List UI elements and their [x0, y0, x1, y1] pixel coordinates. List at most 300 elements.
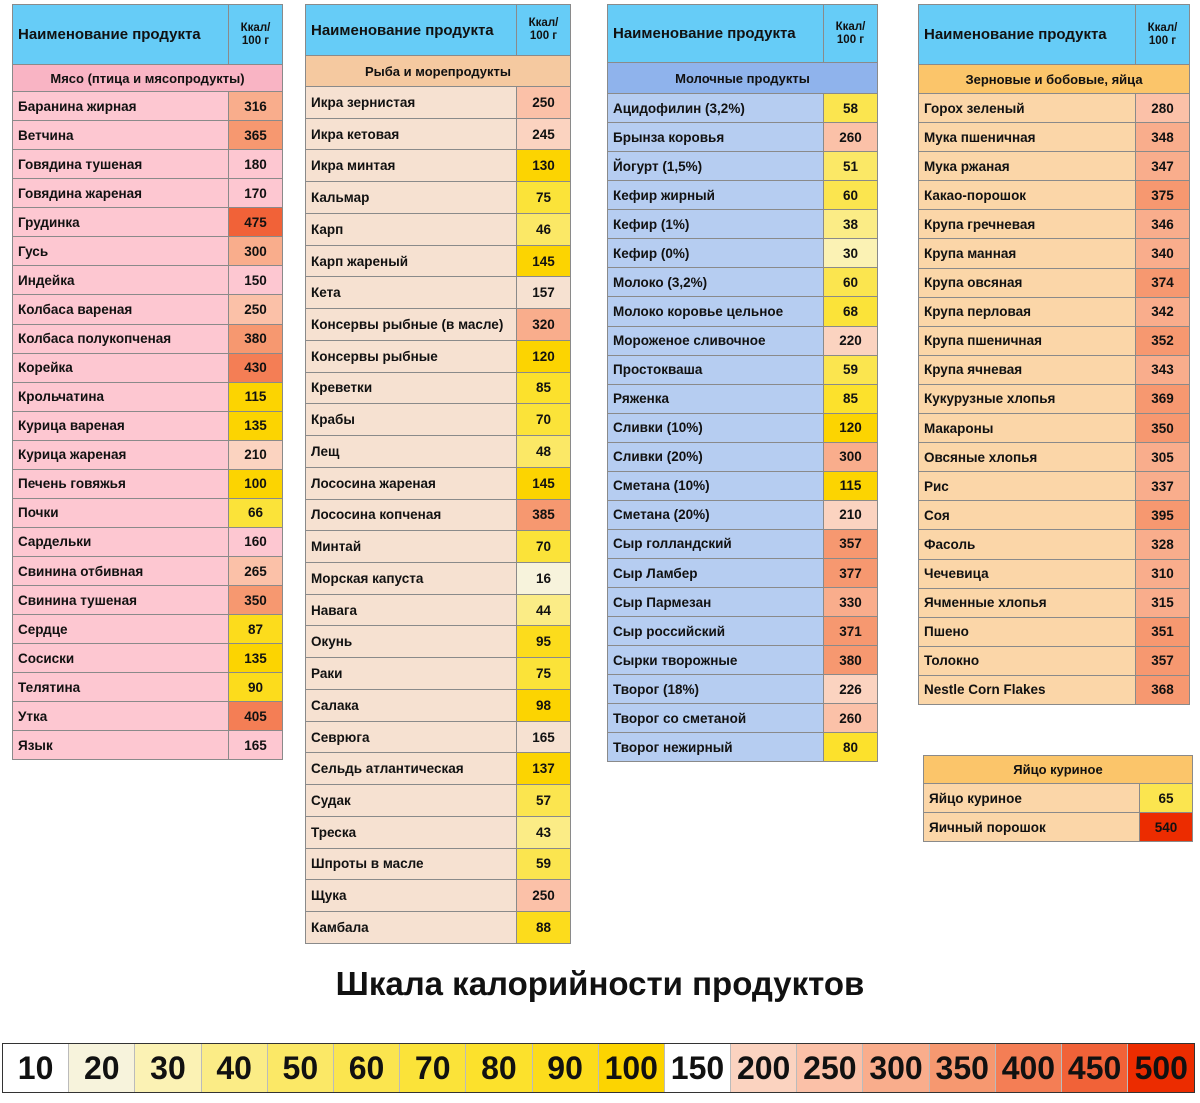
scale-cell: 90	[533, 1044, 599, 1092]
kcal-value: 70	[517, 531, 571, 563]
kcal-value: 357	[1136, 646, 1190, 675]
product-name: Камбала	[306, 912, 517, 944]
table-row	[13, 586, 283, 615]
product-name: Шпроты в масле	[306, 848, 517, 880]
table-row	[608, 326, 878, 355]
product-name: Печень говяжья	[13, 469, 229, 498]
table-row	[306, 531, 571, 563]
product-table	[305, 4, 571, 944]
product-name: Сердце	[13, 615, 229, 644]
kcal-value: 59	[824, 355, 878, 384]
product-name: Творог (18%)	[608, 675, 824, 704]
product-table	[923, 755, 1193, 842]
kcal-value: 157	[517, 277, 571, 309]
table-row	[13, 440, 283, 469]
kcal-value: 145	[517, 245, 571, 277]
category-title: Зерновые и бобовые, яйца	[919, 65, 1190, 94]
table-row	[306, 309, 571, 341]
product-name: Курица жареная	[13, 440, 229, 469]
kcal-value: 350	[1136, 414, 1190, 443]
table-header	[13, 5, 283, 65]
product-name: Свинина отбивная	[13, 557, 229, 586]
product-name: Крупа гречневая	[919, 210, 1136, 239]
product-name: Утка	[13, 702, 229, 731]
table-row	[306, 658, 571, 690]
table-row	[306, 880, 571, 912]
kcal-value: 150	[229, 266, 283, 295]
kcal-value: 328	[1136, 530, 1190, 559]
kcal-value: 95	[517, 626, 571, 658]
product-name: Судак	[306, 785, 517, 817]
product-table	[607, 4, 878, 762]
table-row	[608, 181, 878, 210]
scale-cell: 350	[930, 1044, 996, 1092]
kcal-value: 265	[229, 557, 283, 586]
scale-cell: 10	[3, 1044, 69, 1092]
product-name: Сливки (10%)	[608, 413, 824, 442]
table-row	[13, 731, 283, 760]
kcal-value: 368	[1136, 675, 1190, 704]
kcal-value: 380	[824, 646, 878, 675]
product-name: Сыр российский	[608, 617, 824, 646]
table-row	[13, 179, 283, 208]
table-row	[919, 123, 1190, 152]
table-row	[306, 467, 571, 499]
scale-cell: 30	[135, 1044, 201, 1092]
kcal-value: 75	[517, 182, 571, 214]
table-row	[306, 499, 571, 531]
kcal-value: 357	[824, 529, 878, 558]
kcal-value: 135	[229, 644, 283, 673]
product-name: Овсяные хлопья	[919, 443, 1136, 472]
table-row	[919, 326, 1190, 355]
kcal-value: 540	[1140, 813, 1193, 842]
table-row	[608, 529, 878, 558]
product-name: Салака	[306, 689, 517, 721]
table-row	[608, 297, 878, 326]
table-row	[919, 94, 1190, 123]
table-row	[919, 617, 1190, 646]
kcal-value: 316	[229, 92, 283, 121]
kcal-value: 51	[824, 152, 878, 181]
product-name: Свинина тушеная	[13, 586, 229, 615]
table-row	[13, 615, 283, 644]
product-name: Говядина тушеная	[13, 150, 229, 179]
table-row	[13, 150, 283, 179]
product-name: Кефир (1%)	[608, 210, 824, 239]
table-row	[306, 689, 571, 721]
product-name: Кукурузные хлопья	[919, 384, 1136, 413]
kcal-value: 340	[1136, 239, 1190, 268]
table-row	[608, 384, 878, 413]
kcal-value: 90	[229, 673, 283, 702]
product-name: Говядина жареная	[13, 179, 229, 208]
header-name-label: Наименование продукта	[13, 5, 229, 65]
header-name-label: Наименование продукта	[306, 5, 517, 56]
table-row	[608, 210, 878, 239]
product-name: Сыр Ламбер	[608, 559, 824, 588]
product-name: Лещ	[306, 436, 517, 468]
table-row	[306, 150, 571, 182]
table-row	[306, 372, 571, 404]
product-name: Кефир (0%)	[608, 239, 824, 268]
kcal-value: 348	[1136, 123, 1190, 152]
table-row	[608, 617, 878, 646]
kcal-value: 100	[229, 469, 283, 498]
product-name: Минтай	[306, 531, 517, 563]
product-name: Креветки	[306, 372, 517, 404]
kcal-value: 315	[1136, 588, 1190, 617]
product-name: Сельдь атлантическая	[306, 753, 517, 785]
product-name: Карп	[306, 213, 517, 245]
table-row	[919, 646, 1190, 675]
product-name: Окунь	[306, 626, 517, 658]
product-name: Колбаса вареная	[13, 295, 229, 324]
kcal-value: 180	[229, 150, 283, 179]
product-name: Пшено	[919, 617, 1136, 646]
header-kcal-label: Ккал/ 100 г	[824, 5, 878, 63]
kcal-value: 48	[517, 436, 571, 468]
kcal-value: 377	[824, 559, 878, 588]
product-name: Макароны	[919, 414, 1136, 443]
product-name: Молоко (3,2%)	[608, 268, 824, 297]
table-row	[608, 471, 878, 500]
scale-cell: 80	[466, 1044, 532, 1092]
product-name: Сыр голландский	[608, 529, 824, 558]
kcal-value: 343	[1136, 355, 1190, 384]
scale-cell: 300	[863, 1044, 929, 1092]
table-row	[306, 626, 571, 658]
kcal-value: 475	[229, 208, 283, 237]
table-row	[919, 210, 1190, 239]
kcal-value: 210	[824, 500, 878, 529]
scale-cell: 250	[797, 1044, 863, 1092]
header-name-label: Наименование продукта	[608, 5, 824, 63]
product-name: Крупа пшеничная	[919, 326, 1136, 355]
product-name: Яйцо куриное	[924, 784, 1140, 813]
table-row	[13, 557, 283, 586]
table-row	[13, 208, 283, 237]
product-name: Сардельки	[13, 527, 229, 556]
kcal-value: 374	[1136, 268, 1190, 297]
table-header	[608, 5, 878, 63]
product-name: Курица вареная	[13, 411, 229, 440]
product-name: Консервы рыбные (в масле)	[306, 309, 517, 341]
table-row	[924, 813, 1193, 842]
table-row	[306, 563, 571, 595]
kcal-value: 337	[1136, 472, 1190, 501]
table-row	[919, 181, 1190, 210]
product-name: Икра зернистая	[306, 87, 517, 119]
table-row	[608, 704, 878, 733]
product-name: Мороженое сливочное	[608, 326, 824, 355]
table-row	[306, 87, 571, 119]
table-row	[608, 152, 878, 181]
product-name: Баранина жирная	[13, 92, 229, 121]
kcal-value: 16	[517, 563, 571, 595]
product-name: Горох зеленый	[919, 94, 1136, 123]
product-name: Телятина	[13, 673, 229, 702]
category-title: Мясо (птица и мясопродукты)	[13, 65, 283, 92]
scale-cell: 100	[599, 1044, 665, 1092]
scale-cell: 500	[1128, 1044, 1194, 1092]
product-name: Почки	[13, 498, 229, 527]
table-row	[608, 588, 878, 617]
product-name: Сосиски	[13, 644, 229, 673]
kcal-value: 369	[1136, 384, 1190, 413]
product-name: Простокваша	[608, 355, 824, 384]
kcal-value: 250	[517, 87, 571, 119]
table-row	[13, 266, 283, 295]
table-row	[919, 355, 1190, 384]
table-row	[13, 527, 283, 556]
product-name: Ячменные хлопья	[919, 588, 1136, 617]
product-name: Икра кетовая	[306, 118, 517, 150]
table-row	[919, 559, 1190, 588]
product-name: Сметана (10%)	[608, 471, 824, 500]
table-row	[608, 442, 878, 471]
table-row	[13, 295, 283, 324]
kcal-value: 38	[824, 210, 878, 239]
category-title: Яйцо куриное	[924, 756, 1193, 784]
product-name: Nestle Corn Flakes	[919, 675, 1136, 704]
kcal-value: 85	[517, 372, 571, 404]
kcal-value: 44	[517, 594, 571, 626]
product-name: Консервы рыбные	[306, 340, 517, 372]
table-row	[306, 245, 571, 277]
table-row	[608, 355, 878, 384]
kcal-value: 85	[824, 384, 878, 413]
kcal-value: 280	[1136, 94, 1190, 123]
table-row	[919, 443, 1190, 472]
kcal-value: 260	[824, 704, 878, 733]
table-row	[919, 268, 1190, 297]
kcal-value: 170	[229, 179, 283, 208]
kcal-value: 60	[824, 268, 878, 297]
table-row	[919, 297, 1190, 326]
header-kcal-label: Ккал/ 100 г	[1136, 5, 1190, 65]
table-row	[306, 848, 571, 880]
kcal-value: 165	[229, 731, 283, 760]
table-row	[306, 721, 571, 753]
category-title: Молочные продукты	[608, 63, 878, 94]
table-row	[306, 182, 571, 214]
table-row	[13, 92, 283, 121]
table-row	[306, 277, 571, 309]
kcal-value: 59	[517, 848, 571, 880]
table-row	[13, 324, 283, 353]
product-name: Крупа манная	[919, 239, 1136, 268]
product-name: Яичный порошок	[924, 813, 1140, 842]
product-name: Творог нежирный	[608, 733, 824, 762]
table-row	[306, 753, 571, 785]
table-header	[306, 5, 571, 56]
kcal-value: 43	[517, 816, 571, 848]
scale-cell: 400	[996, 1044, 1062, 1092]
kcal-value: 75	[517, 658, 571, 690]
kcal-value: 405	[229, 702, 283, 731]
table-row	[306, 118, 571, 150]
kcal-value: 68	[824, 297, 878, 326]
table-row	[13, 121, 283, 150]
table-row	[919, 530, 1190, 559]
table-row	[919, 152, 1190, 181]
kcal-value: 350	[229, 586, 283, 615]
table-row	[608, 239, 878, 268]
product-name: Сливки (20%)	[608, 442, 824, 471]
product-name: Толокно	[919, 646, 1136, 675]
kcal-value: 130	[517, 150, 571, 182]
scale-title: Шкала калорийности продуктов	[335, 965, 865, 1002]
product-name: Морская капуста	[306, 563, 517, 595]
table-row	[13, 644, 283, 673]
product-name: Язык	[13, 731, 229, 760]
table-row	[919, 414, 1190, 443]
kcal-value: 115	[229, 382, 283, 411]
kcal-value: 310	[1136, 559, 1190, 588]
kcal-value: 330	[824, 588, 878, 617]
kcal-value: 137	[517, 753, 571, 785]
kcal-value: 226	[824, 675, 878, 704]
product-name: Рис	[919, 472, 1136, 501]
kcal-value: 66	[229, 498, 283, 527]
product-name: Мука ржаная	[919, 152, 1136, 181]
product-name: Сметана (20%)	[608, 500, 824, 529]
kcal-value: 145	[517, 467, 571, 499]
kcal-value: 305	[1136, 443, 1190, 472]
kcal-value: 385	[517, 499, 571, 531]
product-name: Индейка	[13, 266, 229, 295]
product-table	[12, 4, 283, 760]
product-name: Раки	[306, 658, 517, 690]
kcal-value: 46	[517, 213, 571, 245]
product-name: Грудинка	[13, 208, 229, 237]
kcal-value: 375	[1136, 181, 1190, 210]
kcal-value: 346	[1136, 210, 1190, 239]
product-name: Йогурт (1,5%)	[608, 152, 824, 181]
table-row	[924, 784, 1193, 813]
kcal-value: 320	[517, 309, 571, 341]
table-row	[13, 469, 283, 498]
scale-cell: 40	[202, 1044, 268, 1092]
kcal-value: 165	[517, 721, 571, 753]
table-row	[13, 673, 283, 702]
table-row	[306, 785, 571, 817]
table-row	[306, 436, 571, 468]
product-name: Кефир жирный	[608, 181, 824, 210]
kcal-value: 115	[824, 471, 878, 500]
kcal-value: 160	[229, 527, 283, 556]
product-name: Ацидофилин (3,2%)	[608, 94, 824, 123]
kcal-value: 80	[824, 733, 878, 762]
table-row	[919, 384, 1190, 413]
table-row	[608, 500, 878, 529]
table-row	[306, 594, 571, 626]
kcal-value: 220	[824, 326, 878, 355]
table-row	[13, 382, 283, 411]
table-row	[919, 501, 1190, 530]
table-row	[919, 675, 1190, 704]
header-kcal-label: Ккал/ 100 г	[229, 5, 283, 65]
scale-cell: 20	[69, 1044, 135, 1092]
product-name: Фасоль	[919, 530, 1136, 559]
table-row	[13, 498, 283, 527]
kcal-value: 87	[229, 615, 283, 644]
table-row	[13, 702, 283, 731]
table-row	[608, 413, 878, 442]
kcal-value: 300	[824, 442, 878, 471]
product-name: Чечевица	[919, 559, 1136, 588]
product-name: Крупа овсяная	[919, 268, 1136, 297]
table-row	[608, 675, 878, 704]
product-name: Навага	[306, 594, 517, 626]
header-name-label: Наименование продукта	[919, 5, 1136, 65]
table-row	[13, 411, 283, 440]
kcal-value: 347	[1136, 152, 1190, 181]
table-row	[608, 646, 878, 675]
table-row	[306, 213, 571, 245]
kcal-value: 352	[1136, 326, 1190, 355]
kcal-value: 250	[517, 880, 571, 912]
kcal-value: 58	[824, 94, 878, 123]
table-row	[919, 472, 1190, 501]
scale-cell: 70	[400, 1044, 466, 1092]
kcal-value: 57	[517, 785, 571, 817]
product-name: Мука пшеничная	[919, 123, 1136, 152]
category-title: Рыба и морепродукты	[306, 56, 571, 87]
table-row	[608, 268, 878, 297]
product-name: Карп жареный	[306, 245, 517, 277]
product-name: Лососина копченая	[306, 499, 517, 531]
kcal-value: 380	[229, 324, 283, 353]
kcal-value: 210	[229, 440, 283, 469]
product-name: Молоко коровье цельное	[608, 297, 824, 326]
kcal-value: 395	[1136, 501, 1190, 530]
product-name: Корейка	[13, 353, 229, 382]
product-name: Крупа перловая	[919, 297, 1136, 326]
product-name: Какао-порошок	[919, 181, 1136, 210]
product-name: Севрюга	[306, 721, 517, 753]
product-name: Кета	[306, 277, 517, 309]
product-name: Треска	[306, 816, 517, 848]
kcal-value: 60	[824, 181, 878, 210]
product-table	[918, 4, 1190, 705]
scale-cell: 50	[268, 1044, 334, 1092]
product-name: Соя	[919, 501, 1136, 530]
kcal-value: 245	[517, 118, 571, 150]
kcal-value: 430	[229, 353, 283, 382]
kcal-value: 371	[824, 617, 878, 646]
kcal-value: 135	[229, 411, 283, 440]
product-name: Ряженка	[608, 384, 824, 413]
table-row	[608, 94, 878, 123]
header-kcal-label: Ккал/ 100 г	[517, 5, 571, 56]
kcal-value: 351	[1136, 617, 1190, 646]
kcal-value: 365	[229, 121, 283, 150]
scale-cell: 200	[731, 1044, 797, 1092]
product-name: Крупа ячневая	[919, 355, 1136, 384]
kcal-value: 30	[824, 239, 878, 268]
table-row	[608, 559, 878, 588]
kcal-value: 250	[229, 295, 283, 324]
product-name: Ветчина	[13, 121, 229, 150]
product-name: Брынза коровья	[608, 123, 824, 152]
table-row	[919, 239, 1190, 268]
table-row	[13, 237, 283, 266]
kcal-value: 70	[517, 404, 571, 436]
scale-cell: 150	[665, 1044, 731, 1092]
kcal-value: 98	[517, 689, 571, 721]
